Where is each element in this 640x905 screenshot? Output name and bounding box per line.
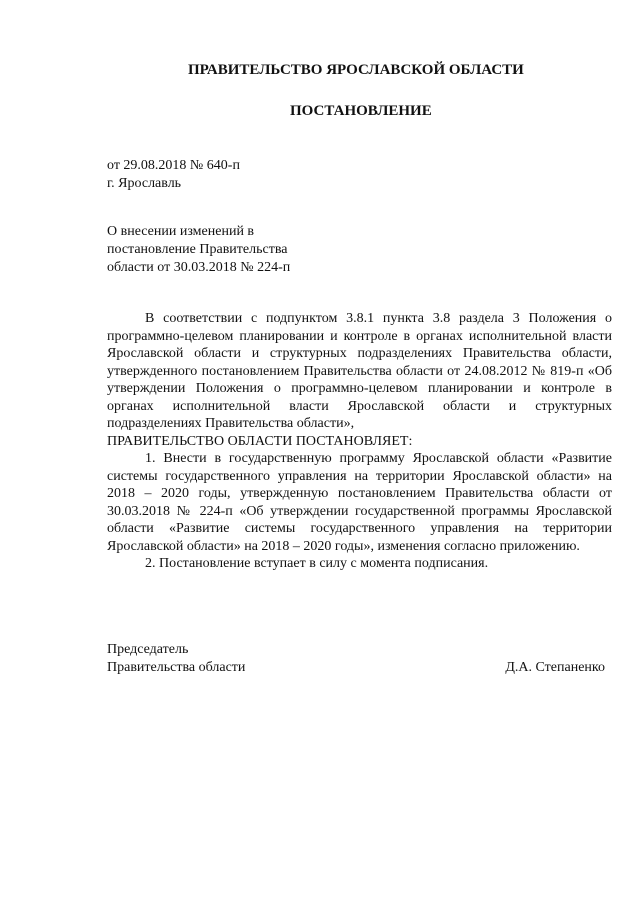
city: г. Ярославль bbox=[107, 176, 182, 191]
item-2-paragraph: 2. Постановление вступает в силу с момента подписания. bbox=[145, 556, 489, 571]
signature-block bbox=[107, 641, 605, 677]
item-1-paragraph: 1. Внести в государственную программу Ярославской области «Развитие системы государственного управления на территории Ярославской области» на 2018 – 2020 годы, утвержденную постановлением Правительства области от 30.03.2018 № 224-п «Об утверждении государственной программы Ярославской области «Развитие системы государственного управления на территории Ярославской области» на 2018 – 2020 годы», изменения согласно приложению. bbox=[107, 451, 612, 554]
subject-line-3: области от 30.03.2018 № 224-п bbox=[107, 260, 291, 275]
signatory-title-line-1: Председатель bbox=[107, 642, 189, 657]
document-body bbox=[107, 310, 612, 573]
document-type-title: ПОСТАНОВЛЕНИЕ bbox=[290, 103, 432, 119]
document-meta bbox=[107, 157, 240, 193]
subject-line-2: постановление Правительства bbox=[107, 242, 288, 257]
date-number: от 29.08.2018 № 640-п bbox=[107, 158, 240, 173]
resolution-statement: ПРАВИТЕЛЬСТВО ОБЛАСТИ ПОСТАНОВЛЯЕТ: bbox=[107, 433, 413, 449]
government-title: ПРАВИТЕЛЬСТВО ЯРОСЛАВСКОЙ ОБЛАСТИ bbox=[188, 62, 524, 78]
document-subject bbox=[107, 223, 290, 277]
preamble-paragraph: В соответствии с подпунктом 3.8.1 пункта 3.8 раздела 3 Положения о программно-целевом планировании и контроле в органах исполнительной власти Ярославской области и структурных подразделениях Правительства области, утвержденного постановлением Правительства области от 24.08.2012 № 819-п «Об утверждении Положения о программно-целевом планировании и контроле в органах исполнительной власти Ярославской области и структурных подразделениях Правительства области», bbox=[107, 311, 612, 431]
subject-line-1: О внесении изменений в bbox=[107, 224, 255, 239]
signatory-name: Д.А. Степаненко bbox=[505, 660, 605, 675]
signatory-title-line-2: Правительства области bbox=[107, 660, 246, 675]
signature-row bbox=[107, 659, 605, 677]
